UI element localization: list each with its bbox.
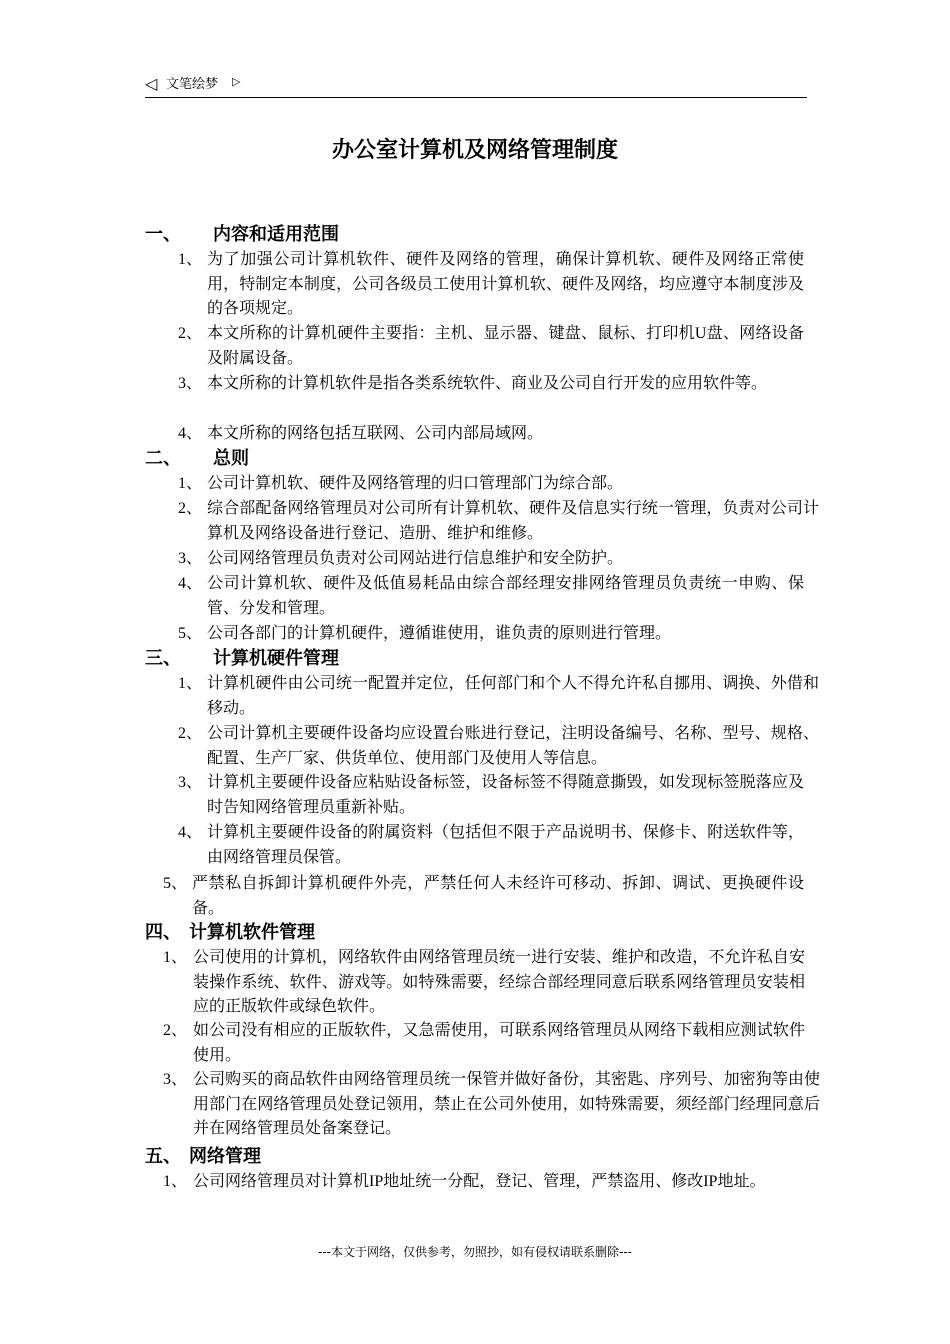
item-text: 严禁私自拆卸计算机硬件外壳，严禁任何人未经许可移动、拆卸、调试、更换硬件设备。: [192, 875, 804, 917]
item-text: 计算机硬件由公司统一配置并定位，任何部门和个人不得允许私自挪用、调换、外借和移动。: [207, 675, 819, 717]
item-number: 3、: [178, 375, 203, 392]
item-number: 2、: [178, 725, 203, 742]
section-title: 计算机软件管理: [189, 922, 315, 943]
section-number: 一、: [145, 224, 181, 245]
item-text: 如公司没有相应的正版软件，又急需使用，可联系网络管理员从网络下载相应测试软件使用。: [193, 1022, 805, 1064]
page-header: [145, 74, 807, 98]
section-number: 四、: [145, 922, 181, 943]
item-number: 3、: [178, 774, 203, 791]
section-title: 网络管理: [189, 1146, 261, 1167]
item-text: 本文所称的网络包括互联网、公司内部局域网。: [207, 425, 544, 442]
item-number: 1、: [163, 1173, 188, 1190]
item-number: 2、: [163, 1022, 188, 1039]
header-brand: 文笔绘梦: [166, 77, 219, 92]
left-triangle-icon: ◁: [145, 74, 158, 93]
item-text: 综合部配备网络管理员对公司所有计算机软、硬件及信息实行统一管理，负责对公司计算机及网络设备进行登记、造册、维护和维修。: [207, 500, 819, 542]
section-number: 二、: [145, 448, 181, 469]
item-text: 公司计算机软、硬件及低值易耗品由综合部经理安排网络管理员负责统一申购、保管、分发和管理。: [207, 575, 804, 617]
section-title: 计算机硬件管理: [213, 648, 339, 669]
item-text: 计算机主要硬件设备应粘贴设备标签，设备标签不得随意撕毁，如发现标签脱落应及时告知网络管理员重新补贴。: [207, 774, 804, 816]
item-text: 公司网络管理员对计算机IP地址统一分配，登记、管理，严禁盗用、修改IP地址。: [193, 1173, 766, 1190]
right-triangle-icon: ▷: [232, 75, 241, 88]
item-text: 本文所称的计算机硬件主要指：主机、显示器、键盘、鼠标、打印机U盘、网络设备及附属设备。: [207, 325, 804, 367]
item-number: 1、: [163, 949, 188, 966]
item-text: 为了加强公司计算机软件、硬件及网络的管理，确保计算机软、硬件及网络正常使用，特制定本制度，公司各级员工使用计算机软、硬件及网络，均应遵守本制度涉及的各项规定。: [207, 251, 804, 317]
item-number: 1、: [178, 251, 203, 268]
document-title: 办公室计算机及网络管理制度: [331, 138, 618, 163]
item-number: 4、: [178, 824, 203, 841]
item-text: 公司网络管理员负责对公司网站进行信息维护和安全防护。: [207, 550, 624, 567]
item-text: 公司购买的商品软件由网络管理员统一保管并做好备份，其密匙、序列号、加密狗等由使用部门在网络管理员处登记领用，禁止在公司外使用，如特殊需要，须经部门经理同意后并在网络管理员处备案登记。: [193, 1071, 820, 1137]
page-footer-disclaimer: ---本文于网络，仅供参考，勿照抄，如有侵权请联系删除---: [318, 1245, 632, 1259]
item-number: 5、: [178, 625, 203, 642]
item-number: 2、: [178, 500, 203, 517]
section-number: 五、: [145, 1146, 181, 1167]
item-text: 公司计算机主要硬件设备均应设置台账进行登记，注明设备编号、名称、型号、规格、配置、生产厂家、供货单位、使用部门及使用人等信息。: [207, 725, 819, 767]
item-number: 4、: [178, 425, 203, 442]
header-divider: [145, 97, 807, 98]
item-text: 公司计算机软、硬件及网络管理的归口管理部门为综合部。: [207, 475, 624, 492]
item-number: 3、: [163, 1071, 188, 1088]
item-number: 5、: [163, 875, 188, 892]
item-number: 1、: [178, 475, 203, 492]
item-number: 3、: [178, 550, 203, 567]
item-number: 4、: [178, 575, 203, 592]
item-number: 2、: [178, 325, 203, 342]
item-text: 公司使用的计算机，网络软件由网络管理员统一进行安装、维护和改造，不允许私自安装操作系统、软件、游戏等。如特殊需要，经综合部经理同意后联系网络管理员安装相应的正版软件或绿色软件。: [193, 949, 805, 1015]
item-text: 公司各部门的计算机硬件，遵循谁使用，谁负责的原则进行管理。: [207, 625, 672, 642]
section-title: 总则: [213, 448, 249, 469]
item-text: 计算机主要硬件设备的附属资料（包括但不限于产品说明书、保修卡、附送软件等，由网络管理员保管。: [207, 824, 804, 866]
section-number: 三、: [145, 648, 181, 669]
section-title: 内容和适用范围: [213, 224, 339, 245]
item-text: 本文所称的计算机软件是指各类系统软件、商业及公司自行开发的应用软件等。: [207, 375, 768, 392]
item-number: 1、: [178, 675, 203, 692]
